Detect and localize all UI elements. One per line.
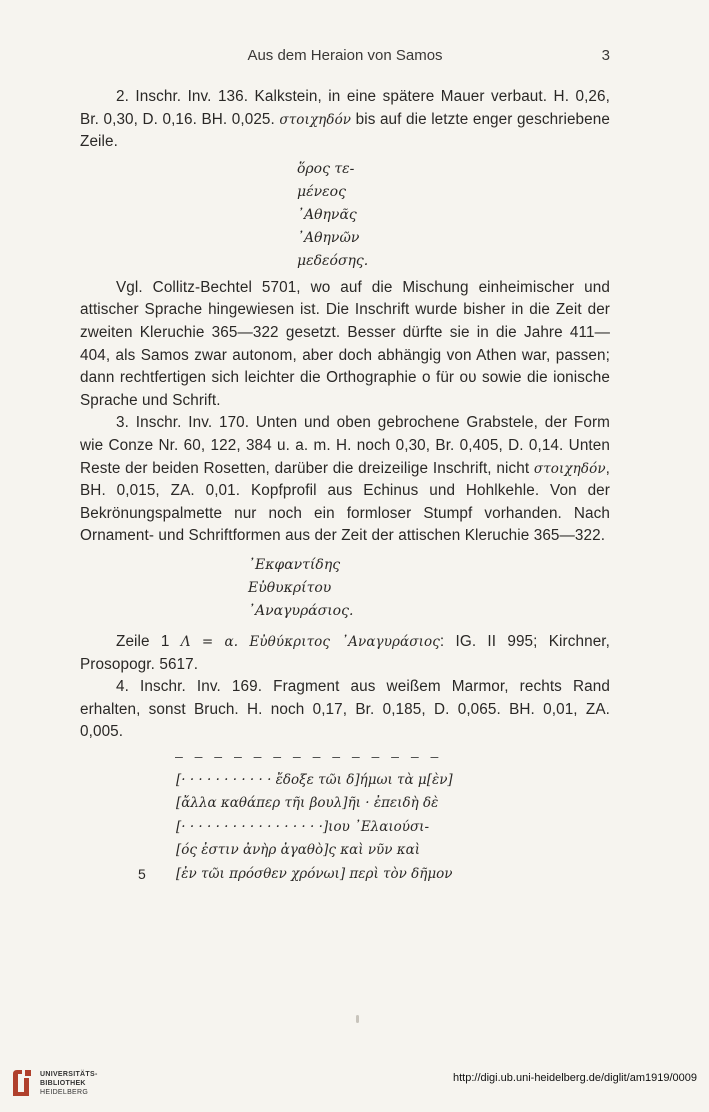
fragment-dash-line: — — — — — — — — — — — — — — [175,749,441,765]
fragment-line: [ἐν τῶι πρόσθεν χρόνωι] περὶ τὸν δῆμον [176,865,453,882]
fragment-row [80,816,610,840]
line-number: 5 [138,865,146,882]
page-number: 3 [601,47,610,64]
running-header [80,47,610,69]
library-logo-icon [10,1068,34,1098]
para2-text-b: bis auf die letzte enger geschriebene Zeile. [80,110,610,151]
fragment-text [80,769,610,887]
inscription-2-line: ᾿Εκφαντίδης [248,556,341,573]
inscription-1 [80,158,610,273]
paragraph-inscription-4: 4. Inschr. Inv. 169. Fragment aus weißem Marmor, rechts Rand erhalten, sonst Bruch. H. noch 0,17, Br. 0,185, D. 0,065. BH. 0,01, ZA. 0,005. [80,678,610,741]
library-name-line: UNIVERSITÄTS- [40,1071,98,1078]
library-name-line: HEIDELBERG [40,1089,89,1096]
para3-greek: στοιχηδόν [533,460,606,477]
fragment-row [80,839,610,863]
page-body [80,86,610,886]
inscription-2-line: ᾿Αναγυράσιος. [248,602,354,619]
fragment-line: [ός ἐστιν ἀνὴρ ἀγαθὸ]ς καὶ νῦν καὶ [176,842,421,859]
zeile-greek: Λ = α. Εὐθύκριτος ᾿Αναγυράσιος [180,633,440,650]
library-name [40,1070,98,1097]
footer [0,1062,709,1112]
paragraph-vgl: Vgl. Collitz-Bechtel 5701, wo auf die Mischung einheimischer und attischer Sprache hingewiesen ist. Die Inschrift wurde bisher in die Zeit der zweiten Kleruchie 365—322 gesetzt. Besser dürfte sie in die Jahre 411—404, als Samos zwar autonom, aber doch abhängig von Athen war, passen; dann rechtfertigen sich leichter die Orthographie ο für ου sowie die ionische Sprache und Schrift. [80,278,610,409]
paragraph-inscription-2 [80,86,610,154]
fragment-line: [ἄλλα καθάπερ τῆι βουλ]ῆι · ἐπειδὴ δὲ [176,795,439,812]
running-title: Aus dem Heraion von Samos [247,47,443,64]
inscription-2-line: Εὐθυκρίτου [248,579,332,596]
fragment-line: [· · · · · · · · · · · ἔδοξε τῶι δ]ήμωι τὰ μ[ὲν] [176,771,453,788]
para2-greek: στοιχηδόν [279,111,352,128]
inscription-1-line: μένεος [297,183,346,200]
scan-speck [356,1015,359,1023]
fragment-row [80,769,610,793]
inscription-1-line: μεδεόσης. [297,252,369,269]
zeile-text-b: : IG. II 995; Kirchner, Prosopogr. 5617. [80,632,611,673]
inscription-1-line: ὅρος τε- [297,160,355,177]
fragment-row [80,792,610,816]
inscription-1-line: ᾿Αθηνῶν [297,229,360,246]
para2-text-a: 2. Inschr. Inv. 136. Kalkstein, in eine spätere Mauer verbaut. H. 0,26, Br. 0,30, D. 0,16. BH. 0,025. [80,88,610,128]
inscription-2 [80,554,610,623]
fragment-row [80,863,610,887]
source-url-link[interactable]: http://digi.ub.uni-heidelberg.de/diglit/am1919/0009 [452,1072,697,1084]
inscription-1-line: ᾿Αθηνᾶς [297,206,357,223]
para3-text-b: , BH. 0,015, ZA. 0,01. Kopfprofil aus Echinus und Hohlkehle. Von der Bekrönungspalmette nur noch ein formloser Stumpf vorhanden. Nach Ornament- und Schriftformen aus der Zeit der attischen Kleruchie 365—322. [80,459,610,545]
paragraph-inscription-3 [80,412,610,548]
library-name-line: BIBLIOTHEK [40,1080,86,1087]
zeile-text-a: Zeile 1 [116,632,181,650]
para3-text-a: 3. Inschr. Inv. 170. Unten und oben gebrochene Grabstele, der Form wie Conze Nr. 60, 122, 384 u. a. m. H. noch 0,30, Br. 0,405, D. 0,14. Unten Reste der beiden Rosetten, darüber die dreizeilige Inschrift, nicht [80,414,610,477]
paragraph-zeile [80,631,610,676]
fragment-line: [· · · · · · · · · · · · · · · · ·]ιου ᾿Ελαιούσι- [176,818,430,835]
